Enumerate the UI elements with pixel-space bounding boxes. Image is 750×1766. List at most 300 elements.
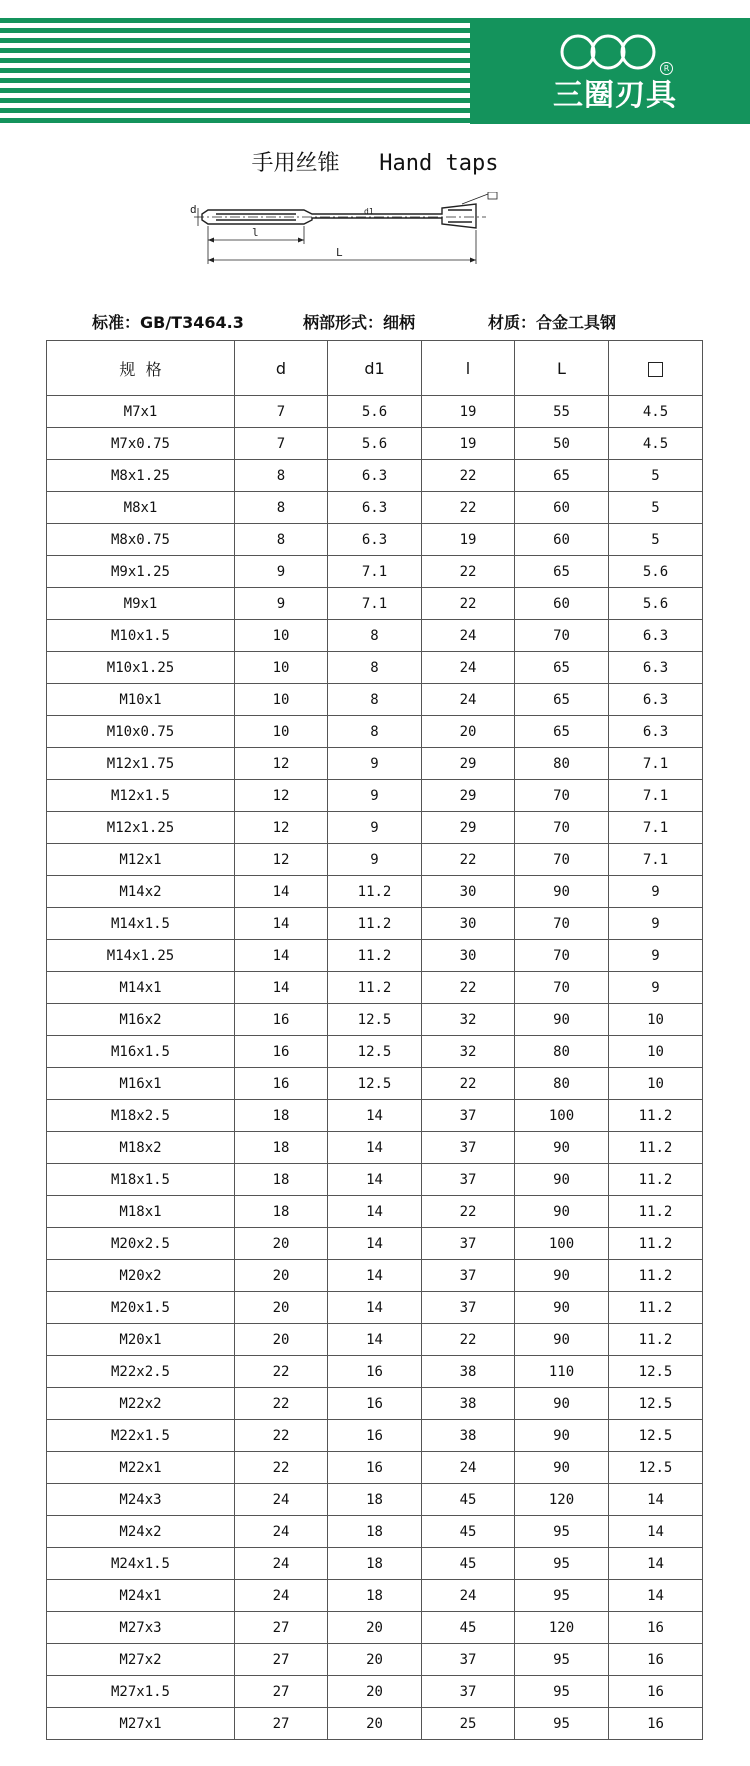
cell-L: 95	[515, 1644, 609, 1676]
shank-spec: 柄部形式：细柄	[303, 313, 416, 332]
table-row	[47, 1612, 703, 1644]
cell-spec: M7x0.75	[47, 428, 235, 460]
cell-d1: 14	[328, 1324, 422, 1356]
cell-l: 22	[422, 972, 515, 1004]
cell-l: 38	[422, 1356, 515, 1388]
cell-d: 22	[235, 1388, 328, 1420]
table-row	[47, 1580, 703, 1612]
cell-d: 22	[235, 1452, 328, 1484]
cell-L: 95	[515, 1708, 609, 1740]
table-header-row	[47, 341, 703, 396]
cell-d: 14	[235, 876, 328, 908]
cell-spec: M16x1	[47, 1068, 235, 1100]
cell-square: 7.1	[609, 748, 703, 780]
cell-d1: 18	[328, 1516, 422, 1548]
diagram-label-d1: d1	[364, 207, 374, 216]
cell-l: 37	[422, 1292, 515, 1324]
cell-d1: 8	[328, 652, 422, 684]
cell-d: 10	[235, 620, 328, 652]
cell-spec: M10x1.5	[47, 620, 235, 652]
table-row	[47, 1228, 703, 1260]
cell-L: 110	[515, 1356, 609, 1388]
cell-d: 12	[235, 780, 328, 812]
table-row	[47, 1548, 703, 1580]
cell-L: 70	[515, 908, 609, 940]
cell-d1: 20	[328, 1612, 422, 1644]
table-row	[47, 908, 703, 940]
cell-square: 10	[609, 1004, 703, 1036]
cell-l: 29	[422, 812, 515, 844]
table-row	[47, 492, 703, 524]
cell-d: 20	[235, 1292, 328, 1324]
col-header-square	[609, 341, 703, 396]
cell-d1: 18	[328, 1484, 422, 1516]
cell-d: 24	[235, 1548, 328, 1580]
table-row	[47, 748, 703, 780]
table-row	[47, 1708, 703, 1740]
table-row	[47, 1484, 703, 1516]
cell-d: 20	[235, 1324, 328, 1356]
cell-L: 95	[515, 1548, 609, 1580]
cell-l: 29	[422, 780, 515, 812]
cell-L: 100	[515, 1100, 609, 1132]
cell-l: 32	[422, 1036, 515, 1068]
cell-spec: M22x1	[47, 1452, 235, 1484]
cell-spec: M8x0.75	[47, 524, 235, 556]
cell-d: 16	[235, 1068, 328, 1100]
cell-l: 24	[422, 684, 515, 716]
cell-spec: M22x1.5	[47, 1420, 235, 1452]
square-icon	[648, 362, 663, 377]
cell-d1: 18	[328, 1580, 422, 1612]
cell-d: 8	[235, 460, 328, 492]
cell-d1: 14	[328, 1100, 422, 1132]
cell-spec: M27x1	[47, 1708, 235, 1740]
cell-square: 14	[609, 1516, 703, 1548]
cell-spec: M12x1.75	[47, 748, 235, 780]
cell-square: 11.2	[609, 1292, 703, 1324]
cell-spec: M14x2	[47, 876, 235, 908]
cell-l: 29	[422, 748, 515, 780]
cell-l: 45	[422, 1484, 515, 1516]
material-spec: 材质：合金工具钢	[488, 313, 617, 332]
table-row	[47, 1388, 703, 1420]
cell-square: 14	[609, 1580, 703, 1612]
cell-l: 37	[422, 1164, 515, 1196]
cell-L: 60	[515, 492, 609, 524]
table-row	[47, 396, 703, 428]
cell-L: 90	[515, 1420, 609, 1452]
cell-L: 90	[515, 1004, 609, 1036]
table-row	[47, 780, 703, 812]
cell-L: 100	[515, 1228, 609, 1260]
cell-spec: M12x1.25	[47, 812, 235, 844]
table-row	[47, 620, 703, 652]
cell-l: 37	[422, 1676, 515, 1708]
cell-square: 12.5	[609, 1388, 703, 1420]
cell-spec: M12x1.5	[47, 780, 235, 812]
cell-L: 90	[515, 1260, 609, 1292]
cell-d1: 14	[328, 1164, 422, 1196]
cell-spec: M14x1	[47, 972, 235, 1004]
cell-L: 65	[515, 652, 609, 684]
cell-l: 32	[422, 1004, 515, 1036]
standard-spec: 标准：GB/T3464.3	[92, 313, 244, 332]
cell-d1: 7.1	[328, 588, 422, 620]
hand-tap-drawing-icon	[186, 192, 566, 292]
cell-l: 22	[422, 556, 515, 588]
cell-spec: M27x1.5	[47, 1676, 235, 1708]
table-row	[47, 588, 703, 620]
cell-square: 11.2	[609, 1164, 703, 1196]
cell-L: 90	[515, 1388, 609, 1420]
cell-square: 11.2	[609, 1196, 703, 1228]
cell-d: 16	[235, 1004, 328, 1036]
table-row	[47, 1676, 703, 1708]
table-row	[47, 1324, 703, 1356]
spec-table	[46, 340, 703, 1740]
cell-d: 14	[235, 940, 328, 972]
cell-spec: M24x3	[47, 1484, 235, 1516]
cell-L: 80	[515, 1068, 609, 1100]
table-row	[47, 1196, 703, 1228]
cell-spec: M20x1.5	[47, 1292, 235, 1324]
cell-d1: 5.6	[328, 428, 422, 460]
cell-spec: M24x1.5	[47, 1548, 235, 1580]
cell-spec: M14x1.25	[47, 940, 235, 972]
cell-l: 38	[422, 1420, 515, 1452]
cell-L: 70	[515, 844, 609, 876]
table-row	[47, 1036, 703, 1068]
cell-d1: 6.3	[328, 492, 422, 524]
cell-l: 22	[422, 1196, 515, 1228]
table-row	[47, 684, 703, 716]
table-row	[47, 972, 703, 1004]
cell-spec: M16x2	[47, 1004, 235, 1036]
cell-spec: M7x1	[47, 396, 235, 428]
cell-d1: 8	[328, 620, 422, 652]
cell-L: 90	[515, 1196, 609, 1228]
cell-d1: 14	[328, 1228, 422, 1260]
table-row	[47, 556, 703, 588]
cell-L: 65	[515, 460, 609, 492]
cell-d: 16	[235, 1036, 328, 1068]
cell-square: 12.5	[609, 1420, 703, 1452]
cell-L: 120	[515, 1484, 609, 1516]
cell-d1: 9	[328, 780, 422, 812]
cell-d: 12	[235, 812, 328, 844]
cell-square: 12.5	[609, 1452, 703, 1484]
cell-d1: 9	[328, 812, 422, 844]
cell-d: 7	[235, 428, 328, 460]
cell-d1: 20	[328, 1644, 422, 1676]
cell-spec: M16x1.5	[47, 1036, 235, 1068]
cell-d: 18	[235, 1196, 328, 1228]
cell-L: 70	[515, 620, 609, 652]
cell-d1: 11.2	[328, 876, 422, 908]
cell-d1: 9	[328, 844, 422, 876]
cell-spec: M18x1.5	[47, 1164, 235, 1196]
cell-spec: M20x1	[47, 1324, 235, 1356]
cell-L: 90	[515, 1292, 609, 1324]
cell-d: 7	[235, 396, 328, 428]
cell-d: 12	[235, 844, 328, 876]
cell-d: 14	[235, 908, 328, 940]
cell-square: 5	[609, 492, 703, 524]
cell-square: 12.5	[609, 1356, 703, 1388]
cell-spec: M27x2	[47, 1644, 235, 1676]
cell-d1: 16	[328, 1388, 422, 1420]
cell-square: 16	[609, 1612, 703, 1644]
cell-L: 90	[515, 876, 609, 908]
page-title: 手用丝锥 Hand taps	[251, 151, 499, 176]
cell-d1: 11.2	[328, 940, 422, 972]
cell-L: 60	[515, 588, 609, 620]
cell-L: 95	[515, 1580, 609, 1612]
cell-spec: M18x2.5	[47, 1100, 235, 1132]
cell-square: 9	[609, 972, 703, 1004]
table-row	[47, 1068, 703, 1100]
cell-square: 5.6	[609, 556, 703, 588]
table-row	[47, 876, 703, 908]
cell-d: 22	[235, 1356, 328, 1388]
cell-square: 14	[609, 1484, 703, 1516]
cell-l: 30	[422, 940, 515, 972]
brand-name: 三圈刃具	[553, 78, 677, 113]
diagram-label-l: l	[252, 226, 259, 239]
cell-L: 95	[515, 1676, 609, 1708]
cell-l: 45	[422, 1516, 515, 1548]
cell-L: 65	[515, 716, 609, 748]
cell-d: 27	[235, 1676, 328, 1708]
cell-L: 90	[515, 1164, 609, 1196]
cell-L: 95	[515, 1516, 609, 1548]
cell-L: 90	[515, 1324, 609, 1356]
cell-d: 18	[235, 1164, 328, 1196]
cell-l: 22	[422, 1324, 515, 1356]
cell-d: 24	[235, 1516, 328, 1548]
diagram-label-L: L	[336, 246, 343, 259]
cell-d: 27	[235, 1612, 328, 1644]
cell-square: 7.1	[609, 812, 703, 844]
cell-l: 45	[422, 1548, 515, 1580]
cell-L: 50	[515, 428, 609, 460]
table-row	[47, 652, 703, 684]
cell-square: 9	[609, 908, 703, 940]
table-row	[47, 524, 703, 556]
cell-square: 11.2	[609, 1260, 703, 1292]
cell-square: 9	[609, 940, 703, 972]
cell-d1: 20	[328, 1708, 422, 1740]
cell-d: 10	[235, 652, 328, 684]
cell-d1: 12.5	[328, 1068, 422, 1100]
cell-L: 60	[515, 524, 609, 556]
cell-L: 120	[515, 1612, 609, 1644]
cell-L: 80	[515, 1036, 609, 1068]
cell-d: 10	[235, 716, 328, 748]
cell-L: 70	[515, 780, 609, 812]
cell-spec: M20x2.5	[47, 1228, 235, 1260]
cell-square: 4.5	[609, 428, 703, 460]
cell-square: 16	[609, 1644, 703, 1676]
table-row	[47, 844, 703, 876]
col-header-spec: 规 格	[47, 341, 235, 396]
cell-d1: 16	[328, 1420, 422, 1452]
cell-d: 9	[235, 556, 328, 588]
cell-spec: M9x1	[47, 588, 235, 620]
cell-d1: 5.6	[328, 396, 422, 428]
cell-d1: 14	[328, 1292, 422, 1324]
cell-d1: 14	[328, 1196, 422, 1228]
cell-d: 8	[235, 492, 328, 524]
cell-square: 6.3	[609, 684, 703, 716]
cell-d: 20	[235, 1228, 328, 1260]
cell-spec: M12x1	[47, 844, 235, 876]
cell-d: 18	[235, 1132, 328, 1164]
cell-square: 14	[609, 1548, 703, 1580]
table-row	[47, 1420, 703, 1452]
cell-d1: 6.3	[328, 460, 422, 492]
cell-l: 22	[422, 844, 515, 876]
cell-d: 24	[235, 1580, 328, 1612]
cell-d: 27	[235, 1708, 328, 1740]
cell-l: 30	[422, 908, 515, 940]
header-stripes	[0, 18, 470, 124]
cell-l: 19	[422, 524, 515, 556]
table-row	[47, 1644, 703, 1676]
cell-spec: M27x3	[47, 1612, 235, 1644]
col-header-L: L	[515, 341, 609, 396]
registered-mark: R	[660, 62, 673, 75]
cell-spec: M8x1	[47, 492, 235, 524]
cell-d1: 16	[328, 1356, 422, 1388]
cell-d1: 14	[328, 1132, 422, 1164]
cell-L: 65	[515, 556, 609, 588]
cell-L: 90	[515, 1452, 609, 1484]
three-rings-logo-icon	[558, 32, 658, 72]
cell-square: 10	[609, 1036, 703, 1068]
cell-square: 11.2	[609, 1324, 703, 1356]
cell-d: 20	[235, 1260, 328, 1292]
cell-d1: 20	[328, 1676, 422, 1708]
cell-l: 20	[422, 716, 515, 748]
cell-l: 37	[422, 1644, 515, 1676]
cell-square: 16	[609, 1708, 703, 1740]
table-row	[47, 716, 703, 748]
cell-spec: M18x1	[47, 1196, 235, 1228]
cell-l: 37	[422, 1260, 515, 1292]
cell-spec: M20x2	[47, 1260, 235, 1292]
cell-d: 12	[235, 748, 328, 780]
cell-l: 24	[422, 1452, 515, 1484]
cell-d: 8	[235, 524, 328, 556]
table-row	[47, 940, 703, 972]
cell-d: 9	[235, 588, 328, 620]
cell-l: 25	[422, 1708, 515, 1740]
cell-l: 37	[422, 1228, 515, 1260]
table-row	[47, 1100, 703, 1132]
cell-d1: 6.3	[328, 524, 422, 556]
cell-square: 7.1	[609, 844, 703, 876]
cell-l: 22	[422, 1068, 515, 1100]
cell-square: 6.3	[609, 716, 703, 748]
cell-L: 90	[515, 1132, 609, 1164]
cell-spec: M10x1.25	[47, 652, 235, 684]
cell-spec: M14x1.5	[47, 908, 235, 940]
cell-square: 11.2	[609, 1132, 703, 1164]
cell-d1: 11.2	[328, 908, 422, 940]
table-row	[47, 460, 703, 492]
cell-L: 70	[515, 972, 609, 1004]
cell-L: 70	[515, 812, 609, 844]
cell-L: 65	[515, 684, 609, 716]
cell-d: 14	[235, 972, 328, 1004]
cell-square: 11.2	[609, 1100, 703, 1132]
cell-d: 10	[235, 684, 328, 716]
cell-square: 16	[609, 1676, 703, 1708]
cell-square: 9	[609, 876, 703, 908]
cell-d1: 8	[328, 716, 422, 748]
table-row	[47, 1452, 703, 1484]
cell-spec: M24x2	[47, 1516, 235, 1548]
cell-square: 6.3	[609, 652, 703, 684]
cell-d1: 16	[328, 1452, 422, 1484]
cell-l: 37	[422, 1100, 515, 1132]
cell-square: 5	[609, 524, 703, 556]
col-header-l: l	[422, 341, 515, 396]
cell-l: 22	[422, 460, 515, 492]
cell-spec: M8x1.25	[47, 460, 235, 492]
cell-spec: M22x2.5	[47, 1356, 235, 1388]
cell-d1: 18	[328, 1548, 422, 1580]
table-row	[47, 1132, 703, 1164]
cell-spec: M24x1	[47, 1580, 235, 1612]
cell-spec: M10x0.75	[47, 716, 235, 748]
cell-spec: M18x2	[47, 1132, 235, 1164]
cell-l: 22	[422, 492, 515, 524]
cell-d: 18	[235, 1100, 328, 1132]
cell-d1: 8	[328, 684, 422, 716]
cell-square: 11.2	[609, 1228, 703, 1260]
table-row	[47, 1292, 703, 1324]
cell-l: 22	[422, 588, 515, 620]
cell-d1: 7.1	[328, 556, 422, 588]
cell-d1: 9	[328, 748, 422, 780]
cell-l: 37	[422, 1132, 515, 1164]
cell-square: 10	[609, 1068, 703, 1100]
table-row	[47, 1004, 703, 1036]
diagram-label-d: d	[190, 203, 197, 216]
cell-d: 24	[235, 1484, 328, 1516]
cell-d: 22	[235, 1420, 328, 1452]
table-body	[47, 396, 703, 1740]
cell-square: 6.3	[609, 620, 703, 652]
col-header-d1: d1	[328, 341, 422, 396]
col-header-d: d	[235, 341, 328, 396]
table-row	[47, 1356, 703, 1388]
header-banner	[0, 18, 750, 124]
cell-l: 19	[422, 428, 515, 460]
cell-l: 45	[422, 1612, 515, 1644]
cell-l: 24	[422, 1580, 515, 1612]
cell-l: 30	[422, 876, 515, 908]
cell-d1: 12.5	[328, 1004, 422, 1036]
cell-L: 80	[515, 748, 609, 780]
cell-d1: 14	[328, 1260, 422, 1292]
cell-square: 4.5	[609, 396, 703, 428]
table-row	[47, 1516, 703, 1548]
cell-spec: M10x1	[47, 684, 235, 716]
